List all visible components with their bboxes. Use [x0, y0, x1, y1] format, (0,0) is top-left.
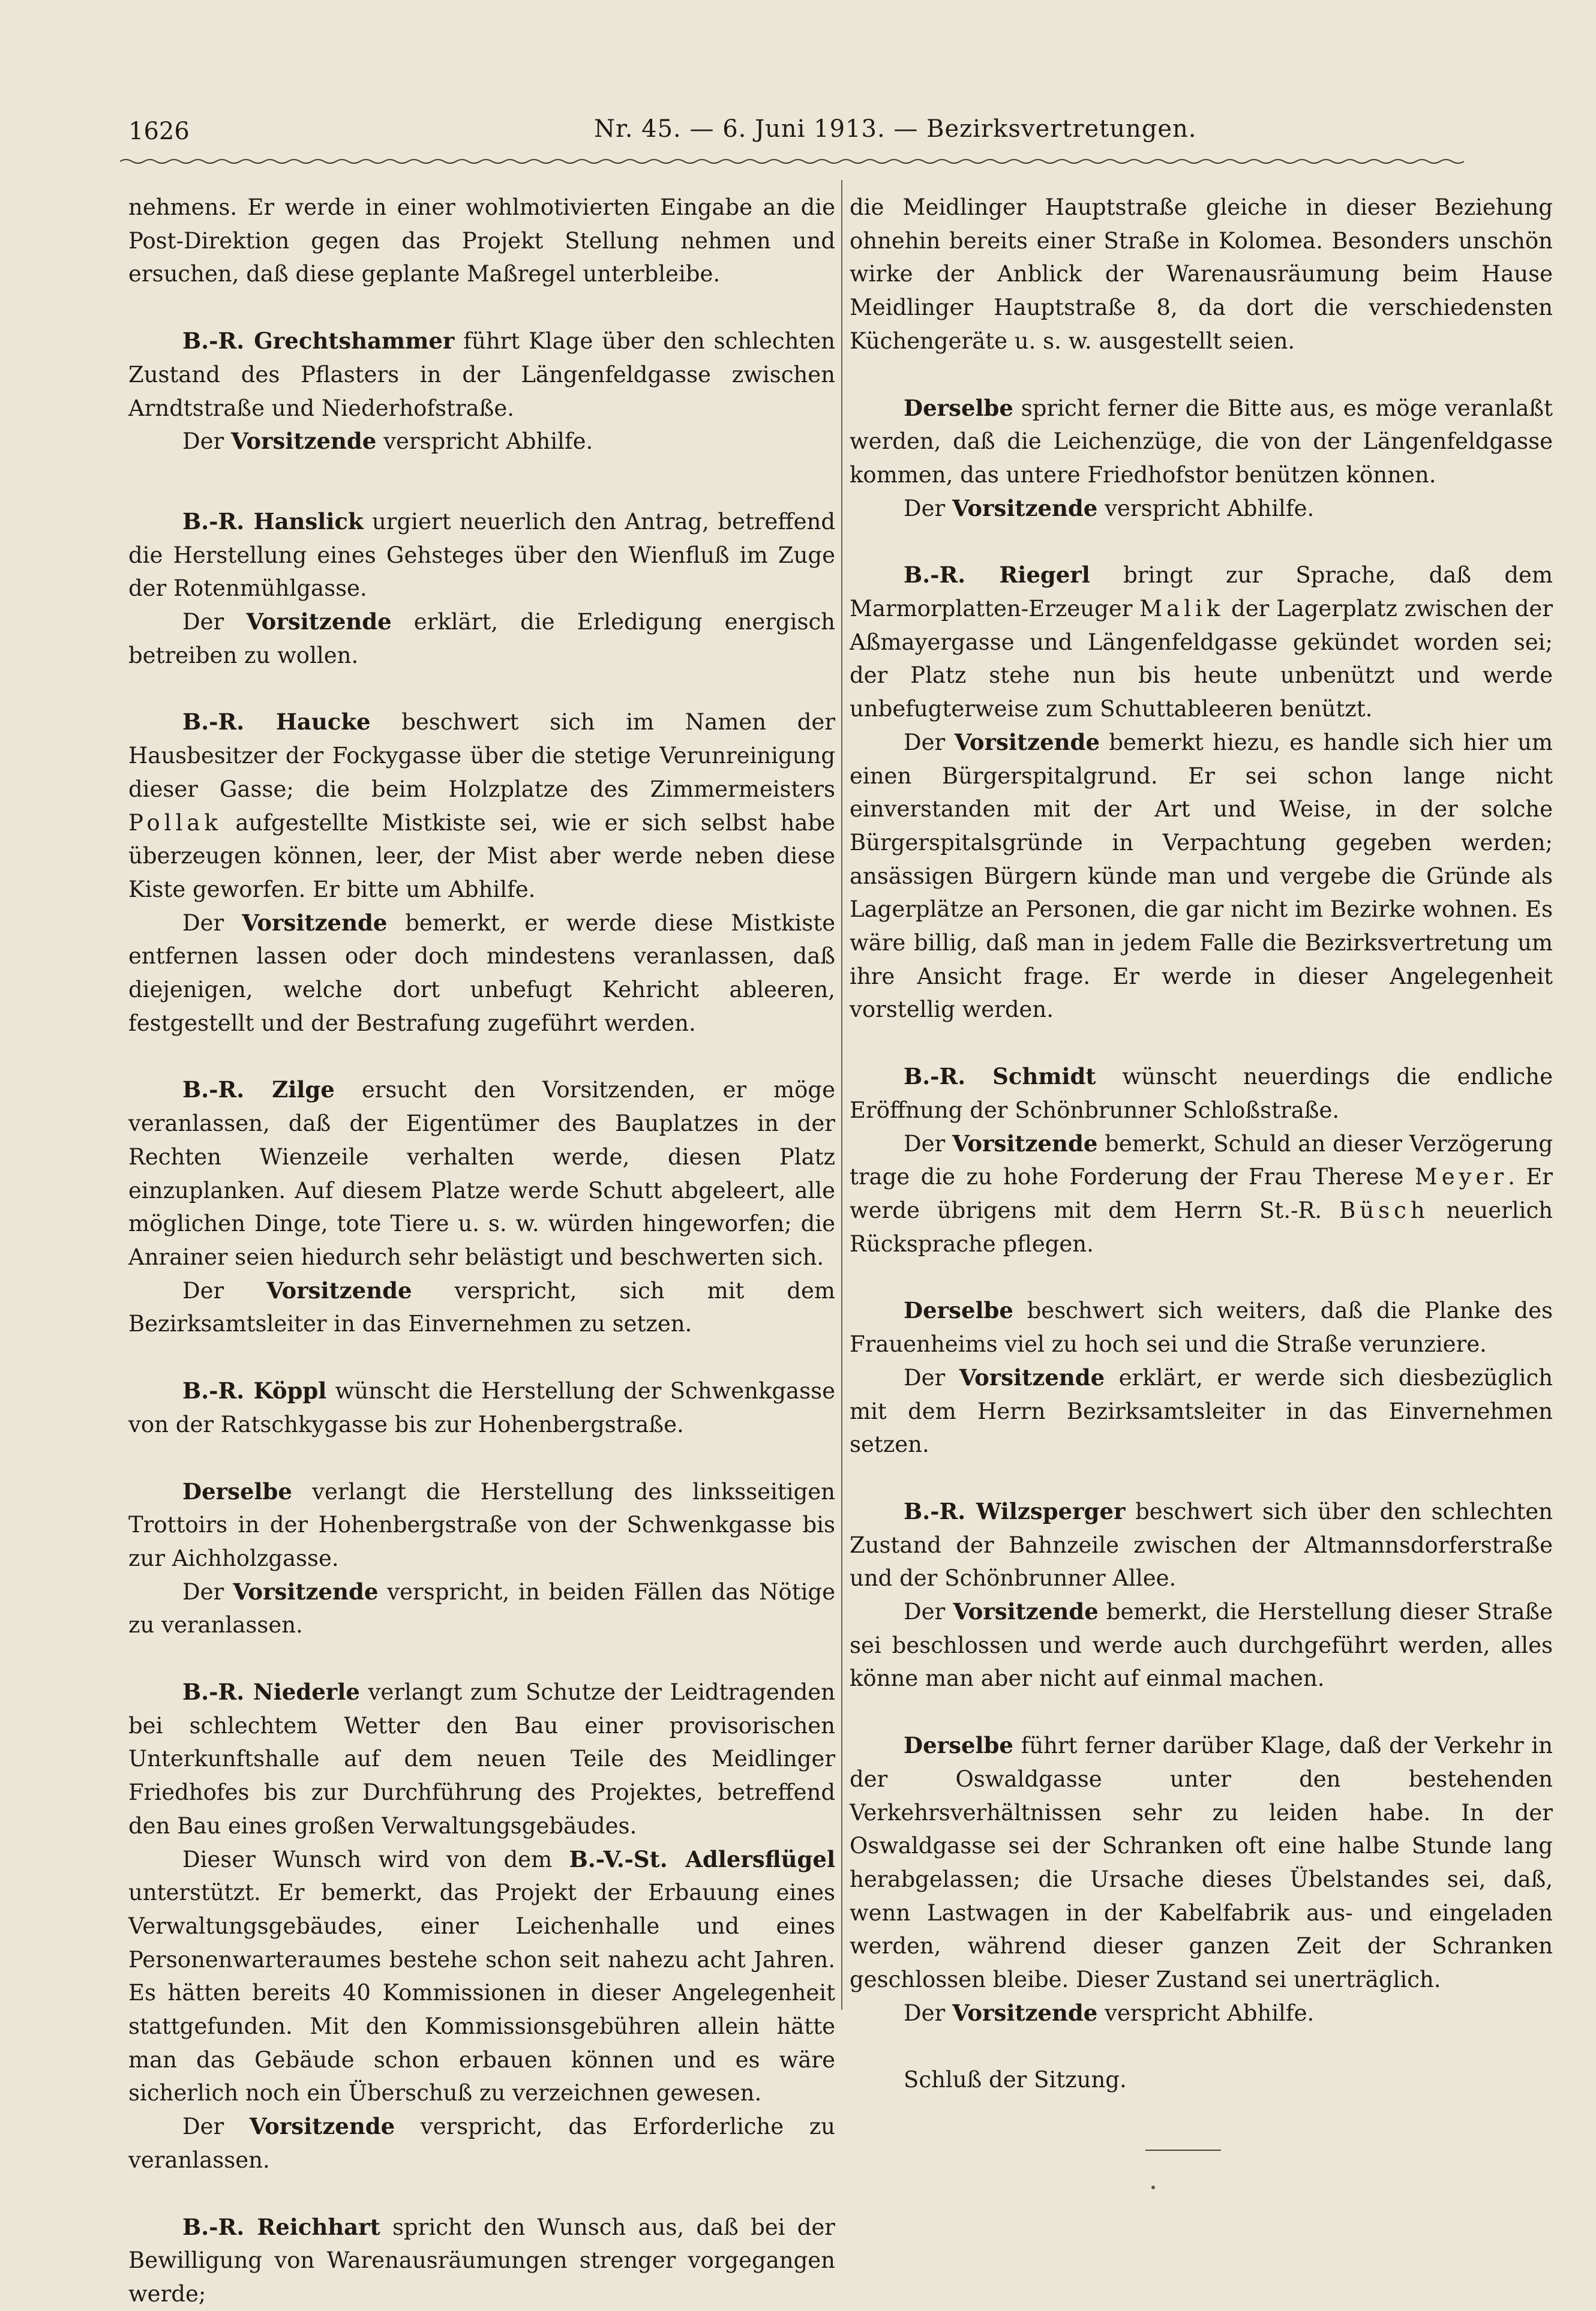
paragraph: B.-R. Wilzsperger beschwert sich über den schlechten Zustand der Bahnzeile zwischen der Altmannsdorferstraße und der Schönbrunner Allee. — [850, 1497, 1553, 1592]
speaker-name: Vorsitzende — [952, 494, 1098, 521]
speaker-name: B.-R. Niederle — [182, 1679, 360, 1706]
speaker-name: B.-R. Hanslick — [182, 508, 364, 535]
speaker-name: Vorsitzende — [954, 728, 1100, 755]
paragraph: B.-R. Hanslick urgiert neuerlich den Antrag, betreffend die Herstellung eines Gehsteges über den Wienfluß im Zuge der Rotenmühlgasse. — [128, 508, 836, 602]
speaker-name: Vorsitzende — [959, 1364, 1105, 1391]
paragraph: Derselbe beschwert sich weiters, daß die Planke des Frauenheims viel zu hoch sei und die Straße verunziere. — [850, 1297, 1553, 1358]
speaker-name: B.-R. Wilzsperger — [904, 1497, 1126, 1524]
paragraph: Der Vorsitzende verspricht, in beiden Fällen das Nötige zu veranlassen. — [128, 1578, 835, 1638]
running-title: Nr. 45. — 6. Juni 1913. — Bezirksvertretungen. — [594, 115, 1197, 143]
speaker-name: Derselbe — [904, 1732, 1013, 1759]
speaker-name: Vorsitzende — [246, 608, 392, 635]
speaker-name: Derselbe — [904, 1297, 1013, 1324]
paragraph: B.-R. Schmidt wünscht neuerdings die endliche Eröffnung der Schönbrunner Schloßstraße. — [850, 1063, 1553, 1123]
paragraph: die Meidlinger Hauptstraße gleiche in dieser Beziehung ohnehin bereits einer Straße in Kolomea. Besonders unschön wirke der Anblick der Warenausräumung beim Hause Meidlinger Hauptstraße 8, da dort die verschiedensten Küchengeräte u. s. w. ausgestellt seien. — [850, 194, 1553, 354]
paragraph: Dieser Wunsch wird von dem B.-V.-St. Adlersflügel unterstützt. Er bemerkt, das Projekt der Erbauung eines Verwaltungsgebäudes, einer Leichenhalle und eines Personenwarteraumes bestehe schon seit nahezu acht Jahren. Es hätten bereits 40 Kommissionen in dieser Angelegenheit stattgefunden. Mit den Kommissionsgebühren allein hätte man das Gebäude schon erbauen können und es wäre sicherlich noch ein Überschuß zu verzeichnen gewesen. — [128, 1845, 835, 2106]
right-column — [850, 191, 1553, 2189]
paragraph: Der Vorsitzende erklärt, die Erledigung energisch betreiben zu wollen. — [128, 608, 835, 668]
paragraph: Derselbe spricht ferner die Bitte aus, es möge veranlaßt werden, daß die Leichenzüge, die von der Längenfeldgasse kommen, das untere Friedhofstor benützen können. — [850, 394, 1553, 488]
paragraph: Der Vorsitzende verspricht Abhilfe. — [182, 428, 593, 455]
paragraph: B.-R. Zilge ersucht den Vorsitzenden, er möge veranlassen, daß der Eigentümer des Bauplatzes in der Rechten Wienzeile verhalten werde, diesen Platz einzuplanken. Auf diesem Platze werde Schutt abgeleert, alle möglichen Dinge, tote Tiere u. s. w. würden hingeworfen; die Anrainer seien hiedurch sehr belästigt und beschwerten sich. — [128, 1076, 835, 1270]
person-name: Malik — [1139, 596, 1225, 622]
paragraph: Derselbe führt ferner darüber Klage, daß der Verkehr in der Oswaldgasse unter den bestehenden Verkehrsverhältnissen sehr zu leiden habe. In der Oswaldgasse sei der Schranken oft eine halbe Stunde lang herabgelassen; die Ursache dieses Übelstandes sei, daß, wenn Lastwagen in der Kabelfabrik aus- und eingeladen werden, während dieser ganzen Zeit der Schranken geschlossen bleibe. Dieser Zustand sei unerträglich. — [850, 1732, 1553, 1993]
paragraph: Der Vorsitzende verspricht Abhilfe. — [904, 1999, 1315, 2026]
paragraph: B.-R. Niederle verlangt zum Schutze der Leidtragenden bei schlechtem Wetter den Bau einer provisorischen Unterkunftshalle auf dem neuen Teile des Meidlinger Friedhofes bis zur Durchführung des Projektes, betreffend den Bau eines großen Verwaltungsgebäudes. — [128, 1679, 835, 1839]
speaker-name: Vorsitzende — [233, 1578, 379, 1605]
paragraph: B.-R. Haucke beschwert sich im Namen der Hausbesitzer der Fockygasse über die stetige Verunreinigung dieser Gasse; die beim Holzplatze des Zimmermeisters Pollak aufgestellte Mistkiste sei, wie er sich selbst habe überzeugen können, leer, der Mist aber werde neben diese Kiste geworfen. Er bitte um Abhilfe. — [128, 709, 836, 902]
paragraph: Der Vorsitzende bemerkt, er werde diese Mistkiste entfernen lassen oder doch mindestens veranlassen, daß diejenigen, welche dort unbefugt Kehricht ableeren, festgestellt und der Bestrafung zugeführt werden. — [128, 909, 836, 1036]
person-name: Meyer — [1414, 1164, 1508, 1190]
speaker-name: B.-R. Köppl — [182, 1377, 327, 1404]
speaker-name: B.-R. Grechtshammer — [182, 328, 455, 355]
paragraph: Der Vorsitzende bemerkt, Schuld an dieser Verzögerung trage die zu hohe Forderung der Frau Therese Meyer. Er werde übrigens mit dem Herrn St.-R. Büsch neuerlich Rücksprache pflegen. — [850, 1130, 1553, 1257]
speaker-name: Derselbe — [904, 394, 1013, 421]
paragraph: nehmens. Er werde in einer wohlmotivierten Eingabe an die Post-Direktion gegen das Projekt Stellung nehmen und ersuchen, daß diese geplante Maßregel unterbleibe. — [128, 194, 835, 287]
paragraph: Der Vorsitzende verspricht Abhilfe. — [904, 494, 1315, 521]
closing-dot — [1151, 2186, 1155, 2189]
speaker-name: Vorsitzende — [266, 1277, 412, 1304]
speaker-name: B.-R. Zilge — [182, 1076, 335, 1103]
column-divider — [841, 180, 842, 2010]
paragraph: Der Vorsitzende bemerkt hiezu, es handle sich hier um einen Bürgerspitalgrund. Er sei schon lange nicht einverstanden mit der Art und Weise, in der solche Bürgerspitalsgründe in Verpachtung gegeben werden; ansässigen Bürgern kündе man und vergebe die Gründe als Lagerplätze an Personen, die gar nicht im Bezirke wohnen. Es wäre billig, daß man in jedem Falle die Bezirksvertretung um ihre Ansicht frage. Er werde in dieser Angelegenheit vorstellig werden. — [850, 728, 1553, 1023]
person-name: Büsch — [1339, 1197, 1429, 1223]
paragraph: B.-R. Reichhart spricht den Wunsch aus, daß bei der Bewilligung von Warenausräumungen strenger vorgegangen werde; — [128, 2213, 835, 2307]
paragraph: B.-R. Köppl wünscht die Herstellung der Schwenkgasse von der Ratschkygasse bis zur Hohenbergstraße. — [128, 1377, 835, 1437]
speaker-name: B.-R. Reichhart — [182, 2213, 380, 2240]
header-wavy-rule — [120, 157, 1464, 166]
speaker-name: B.-R. Schmidt — [904, 1063, 1096, 1090]
speaker-name: Vorsitzende — [242, 909, 388, 936]
person-name: Pollak — [128, 809, 222, 836]
paragraph: Derselbe verlangt die Herstellung des linksseitigen Trottoirs in der Hohenbergstraße von der Schwenkgasse bis zur Aichholzgasse. — [128, 1478, 835, 1571]
speaker-name: Vorsitzende — [231, 428, 377, 455]
page-number: 1626 — [128, 118, 190, 145]
speaker-name: Derselbe — [182, 1478, 292, 1505]
speaker-name: B.-V.-St. Adlersflügel — [569, 1845, 835, 1872]
closing-rule — [1145, 2150, 1221, 2151]
paragraph: Der Vorsitzende verspricht, sich mit dem Bezirksamtsleiter in das Einvernehmen zu setzen. — [128, 1277, 835, 1337]
paragraph: Der Vorsitzende erklärt, er werde sich diesbezüglich mit dem Herrn Bezirksamtsleiter in das Einvernehmen setzen. — [850, 1364, 1553, 1458]
speaker-name: Vorsitzende — [953, 1598, 1099, 1625]
speaker-name: Vorsitzende — [249, 2113, 395, 2140]
closing-line: Schluß der Sitzung. — [904, 2067, 1127, 2093]
speaker-name: Vorsitzende — [952, 1999, 1098, 2026]
speaker-name: B.-R. Riegerl — [904, 562, 1090, 589]
speaker-name: Vorsitzende — [952, 1130, 1098, 1157]
paragraph: B.-R. Grechtshammer führt Klage über den schlechten Zustand des Pflasters in der Längenfeldgasse zwischen Arndtstraße und Niederhofstraße. — [128, 328, 836, 421]
paragraph: Der Vorsitzende bemerkt, die Herstellung dieser Straße sei beschlossen und werde auch durchgeführt werden, alles könne man aber nicht auf einmal machen. — [850, 1598, 1553, 1692]
paragraph: Der Vorsitzende verspricht, das Erforderliche zu veranlassen. — [128, 2113, 836, 2173]
paragraph: B.-R. Riegerl bringt zur Sprache, daß dem Marmorplatten-Erzeuger Malik der Lagerplatz zwischen der Aßmayergasse und Längenfeldgasse gekündet worden sei; der Platz stehe nun bis heute unbenützt und werde unbefugterweise zum Schuttableeren benützt. — [850, 562, 1553, 722]
left-column — [128, 191, 835, 2311]
speaker-name: B.-R. Haucke — [182, 709, 371, 736]
page-header — [0, 0, 1596, 174]
